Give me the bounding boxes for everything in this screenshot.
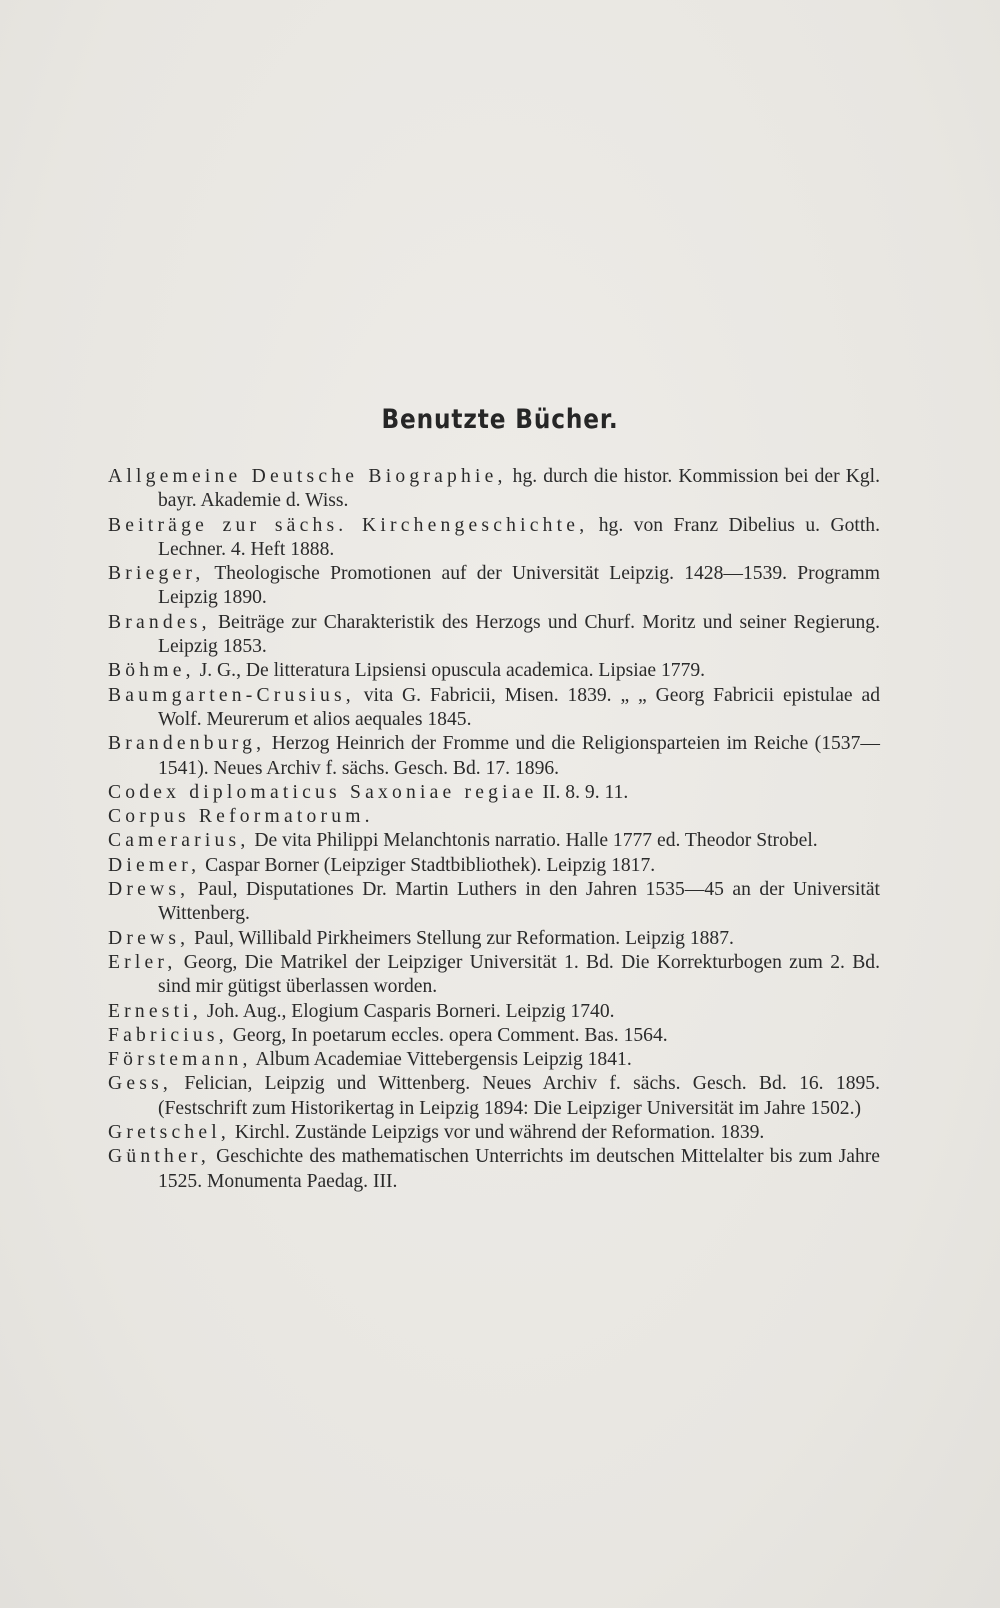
entry-details: hg. durch die histor. Kommission bei der Kgl. bayr. Akademie d. Wiss. <box>158 466 880 512</box>
entry-details: Paul, Willibald Pirkheimers Stellung zur Reformation. Leipzig 1887. <box>189 927 734 949</box>
bibliography-entry <box>108 562 880 611</box>
entry-author: Förstemann, <box>108 1049 252 1071</box>
entry-details: Joh. Aug., Elogium Casparis Borneri. Leipzig 1740. <box>202 1000 615 1022</box>
bibliography-entry <box>108 684 880 733</box>
entry-details: J. G., De litteratura Lipsiensi opuscula academica. Lipsiae 1779. <box>194 660 706 682</box>
bibliography-entry <box>108 659 880 683</box>
entry-author: Corpus Reformatorum. <box>108 806 374 828</box>
entry-author: Günther, <box>108 1146 210 1168</box>
bibliography-entry <box>108 854 880 878</box>
entry-details: Kirchl. Zustände Leipzigs vor und während der Reformation. 1839. <box>229 1122 765 1144</box>
bibliography-entry <box>108 514 880 563</box>
entry-author: Beiträge zur sächs. Kirchengeschichte, <box>108 514 589 536</box>
bibliography-entry <box>108 927 880 951</box>
bibliography-entry <box>108 1048 880 1072</box>
bibliography-entry <box>108 732 880 781</box>
entry-author: Baumgarten-Crusius, <box>108 684 355 706</box>
entry-details: Georg, Die Matrikel der Leipziger Universität 1. Bd. Die Korrekturbogen zum 2. Bd. sind mir gütigst überlassen worden. <box>158 951 880 998</box>
entry-author: Ernesti, <box>108 1000 202 1022</box>
entry-details: II. 8. 9. 11. <box>537 781 629 803</box>
bibliography-entry <box>108 1121 880 1145</box>
bibliography-entry <box>108 951 880 1000</box>
bibliography-entry <box>108 781 880 805</box>
entry-details: hg. von Franz Dibelius u. Gotth. Lechner. 4. Heft 1888. <box>158 514 880 560</box>
entry-author: Gretschel, <box>108 1122 230 1144</box>
entry-author: Brieger, <box>108 563 205 585</box>
entry-details: Album Academiae Vittebergensis Leipzig 1841. <box>251 1049 632 1071</box>
entry-author: Allgemeine Deutsche Biographie, <box>108 466 507 487</box>
bibliography-entry <box>108 829 880 853</box>
page-heading: Benutzte Bücher. <box>381 404 619 435</box>
bibliography-entry <box>108 805 880 829</box>
entry-author: Codex diplomaticus Saxoniae regiae <box>108 781 538 803</box>
entry-details: Geschichte des mathematischen Unterrichts im deutschen Mittelalter bis zum Jahre 1525. Monumenta Paedag. III. <box>158 1146 880 1192</box>
entry-author: Drews, <box>108 927 190 949</box>
entry-details: Beiträge zur Charakteristik des Herzogs und Churf. Moritz und seiner Regierung. Leipzig 1853. <box>158 611 880 658</box>
bibliography-list <box>108 465 880 1194</box>
entry-author: Diemer, <box>108 854 201 876</box>
entry-author: Camerarius, <box>108 830 250 852</box>
entry-author: Brandes, <box>108 611 211 633</box>
bibliography-entry <box>108 465 880 514</box>
entry-details: Paul, Disputationes Dr. Martin Luthers in den Jahren 1535—45 an der Universität Wittenberg. <box>158 879 880 925</box>
bibliography-entry <box>108 611 880 660</box>
entry-details: vita G. Fabricii, Misen. 1839. „ „ Georg Fabricii epistulae ad Wolf. Meurerum et alios aequales 1845. <box>158 684 880 730</box>
entry-author: Brandenburg, <box>108 733 266 755</box>
entry-author: Gess, <box>108 1073 172 1095</box>
entry-author: Erler, <box>108 951 177 973</box>
bibliography-entry <box>108 1024 880 1048</box>
entry-details: Herzog Heinrich der Fromme und die Religionsparteien im Reiche (1537—1541). Neues Archiv f. sächs. Gesch. Bd. 17. 1896. <box>158 733 880 779</box>
entry-details: Felician, Leipzig und Wittenberg. Neues Archiv f. sächs. Gesch. Bd. 16. 1895. (Festschrift zum Historikertag in Leipzig 1894: Die Leipziger Universität im Jahre 1502.) <box>158 1073 880 1119</box>
entry-details: De vita Philippi Melanchtonis narratio. Halle 1777 ed. Theodor Strobel. <box>249 830 818 852</box>
entry-author: Fabricius, <box>108 1024 228 1046</box>
entry-author: Böhme, <box>108 660 195 682</box>
bibliography-entry <box>108 878 880 927</box>
bibliography-entry <box>108 1145 880 1194</box>
entry-author: Drews, <box>108 879 190 901</box>
entry-details: Caspar Borner (Leipziger Stadtbibliothek). Leipzig 1817. <box>200 854 656 876</box>
entry-details: Theologische Promotionen auf der Universität Leipzig. 1428—1539. Programm Leipzig 1890. <box>158 563 880 609</box>
bibliography-entry <box>108 1072 880 1121</box>
entry-details: Georg, In poetarum eccles. opera Comment. Bas. 1564. <box>227 1024 668 1046</box>
bibliography-entry <box>108 1000 880 1024</box>
